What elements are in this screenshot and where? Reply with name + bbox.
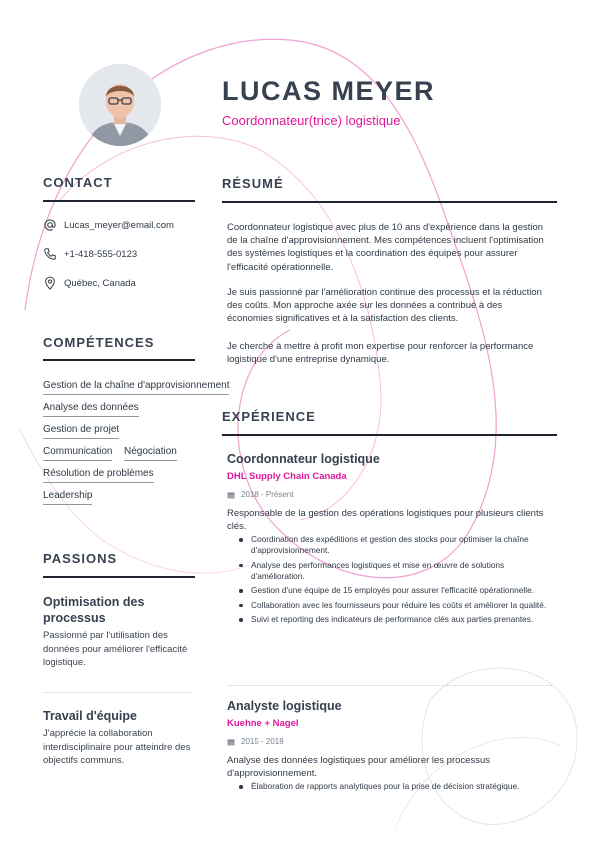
calendar-icon: [227, 491, 235, 499]
location-pin-icon: [43, 276, 57, 290]
job-bullet: Analyse des performances logistiques et mise en œuvre de solutions d'amélioration.: [237, 560, 552, 582]
passions-heading: PASSIONS: [43, 551, 118, 566]
summary-heading: RÉSUMÉ: [222, 176, 284, 191]
summary-paragraph: Je cherche à mettre à profit mon expertise pour renforcer la performance logistique d'une entreprise dynamique.: [227, 341, 534, 366]
job-description: Analyse des données logistiques pour améliorer les processus d'approvisionnement.: [227, 755, 490, 779]
job-dates-text: 2015 - 2018: [241, 737, 284, 746]
job-bullets: [237, 534, 552, 629]
calendar-icon: [227, 738, 235, 746]
profile-photo: [79, 64, 161, 146]
job-dates-text: 2018 - Présent: [241, 490, 294, 499]
contact-location-text: Québec, Canada: [64, 277, 136, 289]
passion-title: Optimisation des processus: [43, 595, 145, 625]
at-icon: [43, 218, 57, 232]
candidate-name: LUCAS MEYER: [222, 76, 436, 106]
summary-rule: [222, 201, 557, 203]
passion-description: J'apprécie la collaboration interdisciplinaire pour atteindre des objectifs communs.: [43, 728, 191, 766]
job-role: Coordonnateur logistique: [227, 452, 380, 466]
skill-item: Résolution de problèmes: [43, 468, 154, 483]
skill-item: Communication: [43, 446, 112, 461]
summary-paragraph: Coordonnateur logistique avec plus de 10 ans d'expérience dans la gestion de la chaîne d'approvisionnement. Mes compétences incluent l'optimisation des systèmes logistiques et la coordination des équipes pour assurer l'efficacité opérationnelle.: [227, 222, 544, 273]
job-description: Responsable de la gestion des opérations logistiques pour plusieurs clients clés.: [227, 508, 544, 532]
candidate-title: Coordonnateur(trice) logistique: [222, 113, 401, 128]
contact-phone-text: +1-418-555-0123: [64, 248, 138, 260]
contact-email[interactable]: [43, 216, 174, 234]
job-bullets: [237, 781, 552, 796]
summary-paragraph: Je suis passionné par l'amélioration continue des processus et la réduction des coûts. Mon approche axée sur les données a contribué à des économies significatives et à la satisfaction des clients.: [227, 287, 542, 325]
job-bullet: Suivi et reporting des indicateurs de performance clés aux parties prenantes.: [237, 614, 552, 625]
experience-divider: [227, 685, 552, 686]
job-dates: [227, 490, 293, 499]
skill-item: Négociation: [124, 446, 177, 461]
passions-rule: [43, 576, 195, 578]
skill-item: Analyse des données: [43, 402, 139, 417]
job-company: Kuehne + Nagel: [227, 718, 299, 729]
phone-icon: [43, 247, 57, 261]
contact-heading: CONTACT: [43, 175, 113, 190]
job-bullet: Coordination des expéditions et gestion des stocks pour optimiser la chaîne d'approvisionnement.: [237, 534, 552, 556]
skill-item: Gestion de la chaîne d'approvisionnement: [43, 380, 229, 395]
experience-rule: [222, 434, 557, 436]
job-role: Analyste logistique: [227, 699, 342, 713]
skill-item: Gestion de projet: [43, 424, 119, 439]
skill-item: Leadership: [43, 490, 92, 505]
job-bullet: Gestion d'une équipe de 15 employés pour assurer l'efficacité opérationnelle.: [237, 585, 552, 596]
passion-title: Travail d'équipe: [43, 709, 137, 723]
contact-email-text: Lucas_meyer@email.com: [64, 219, 174, 231]
passion-divider: [43, 692, 193, 693]
contact-rule: [43, 200, 195, 202]
experience-heading: EXPÉRIENCE: [222, 409, 316, 424]
skills-heading: COMPÉTENCES: [43, 335, 155, 350]
contact-location: [43, 274, 136, 292]
contact-phone[interactable]: [43, 245, 137, 263]
job-company: DHL Supply Chain Canada: [227, 471, 347, 482]
job-bullet: Élaboration de rapports analytiques pour la prise de décision stratégique.: [237, 781, 552, 792]
skills-rule: [43, 359, 195, 361]
job-bullet: Collaboration avec les fournisseurs pour réduire les coûts et améliorer la qualité.: [237, 600, 552, 611]
passion-description: Passionné par l'utilisation des données pour améliorer l'efficacité logistique.: [43, 630, 188, 668]
profile-photo-icon: [79, 64, 161, 146]
job-dates: [227, 737, 284, 746]
